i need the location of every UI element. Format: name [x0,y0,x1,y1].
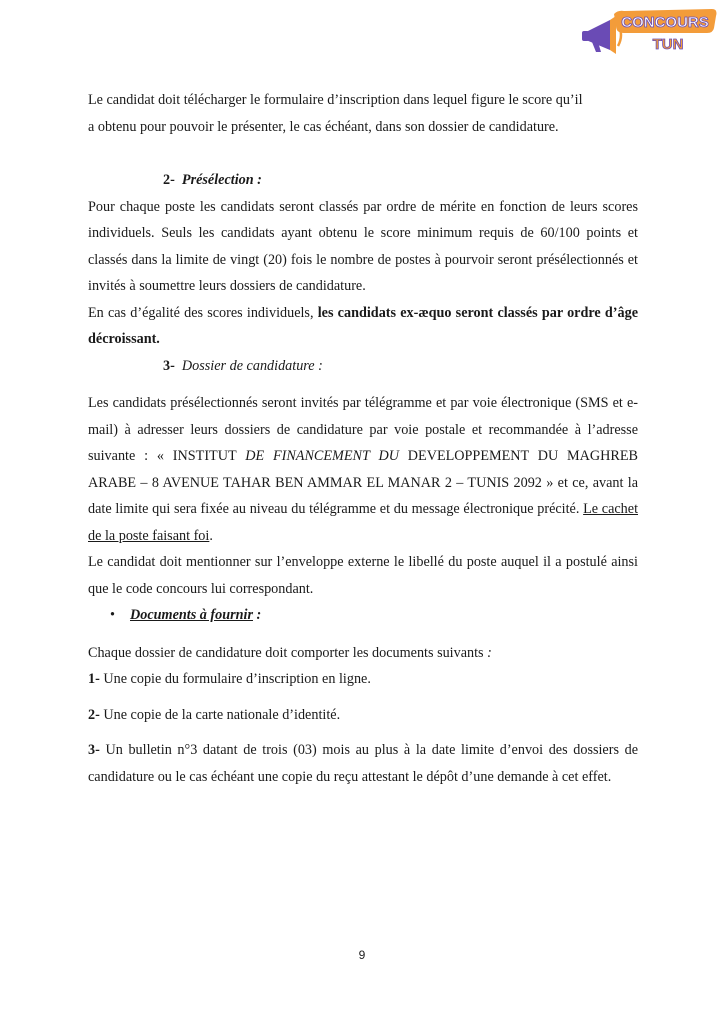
documents-intro-colon: : [483,644,492,661]
section-3-heading [88,353,638,380]
application-text-start: Les candidats présélectionnés seront invités par télégramme et par voie électronique (SMS et e-mail) à adresser leurs dossiers de candidature par voie postale et recommandée à l’adresse suivante : « INSTITUT [88,395,638,464]
section-3-title: Dossier de candidature : [181,357,323,374]
tie-breaker-bold-text: les candidats ex-æquo seront classés par ordre d’âge décroissant. [88,304,639,347]
documents-intro [88,640,638,667]
section-2-title: Présélection : [181,172,262,188]
section-3-number: 3- [163,357,175,374]
logo-text-tun: TUN [652,36,684,53]
documents-title-colon: : [252,607,262,623]
application-text-end: DEVELOPPEMENT DU MAGHREB ARABE – 8 AVENUE TAHAR BEN AMMAR EL MANAR 2 – TUNIS 2092 » et ce, avant la date limite qui sera fixée au niveau du télégramme et du message électronique précité. [88,448,639,517]
document-item-3-text: Un bulletin n°3 datant de trois (03) mois au plus à la date limite d’envoi des dossiers de candidature ou le cas échéant une copie du reçu attestant le dépôt d’une demande à cet effet. [88,742,638,785]
section-2-heading [88,167,638,194]
application-paragraph [88,390,638,549]
tie-breaker-paragraph [88,300,638,353]
document-item-3 [88,737,638,790]
document-item-2-number: 2- [88,706,100,723]
megaphone-icon [582,16,621,54]
intro-line-1: Le candidat doit télécharger le formulaire d’inscription dans lequel figure le score qu’il [88,92,583,108]
document-item-1-number: 1- [88,671,100,687]
document-item-1 [88,666,638,693]
document-body [88,87,638,790]
concours-tun-logo [580,6,720,56]
page-number: 9 [358,948,366,962]
documents-intro-text: Chaque dossier de candidature doit comporter les documents suivants [88,644,484,661]
tie-breaker-text: En cas d’égalité des scores individuels, [88,304,314,321]
application-text-italic: DE FINANCEMENT DU [245,448,399,464]
documents-heading [88,602,638,629]
section-2-number: 2- [163,172,175,188]
document-item-1-text: Une copie du formulaire d’inscription en ligne. [99,671,371,687]
document-item-3-number: 3- [88,742,100,758]
postmark-period: . [209,527,213,544]
preselection-paragraph: Pour chaque poste les candidats seront classés par ordre de mérite en fonction de leurs scores individuels. Seuls les candidats ayant obtenu le score minimum requis de 60/100 points et classés dans la limite de vingt (20) fois le nombre de postes à pourvoir seront présélectionnés et invités à soumettre leurs dossiers de candidature. [88,198,638,294]
logo-text-concours: CONCOURS [621,14,709,31]
envelope-paragraph: Le candidat doit mentionner sur l’enveloppe externe le libellé du poste auquel il a postulé ainsi que le code concours lui correspondant. [88,554,638,597]
bullet-icon: • [110,607,115,623]
intro-line-2: a obtenu pour pouvoir le présenter, le cas échéant, dans son dossier de candidature. [88,118,559,135]
document-item-2 [88,702,638,729]
postmark-notice: Le cachet de la poste faisant foi [88,501,639,544]
document-item-2-text: Une copie de la carte nationale d’identité. [99,706,341,723]
documents-title: Documents à fournir [130,607,253,623]
